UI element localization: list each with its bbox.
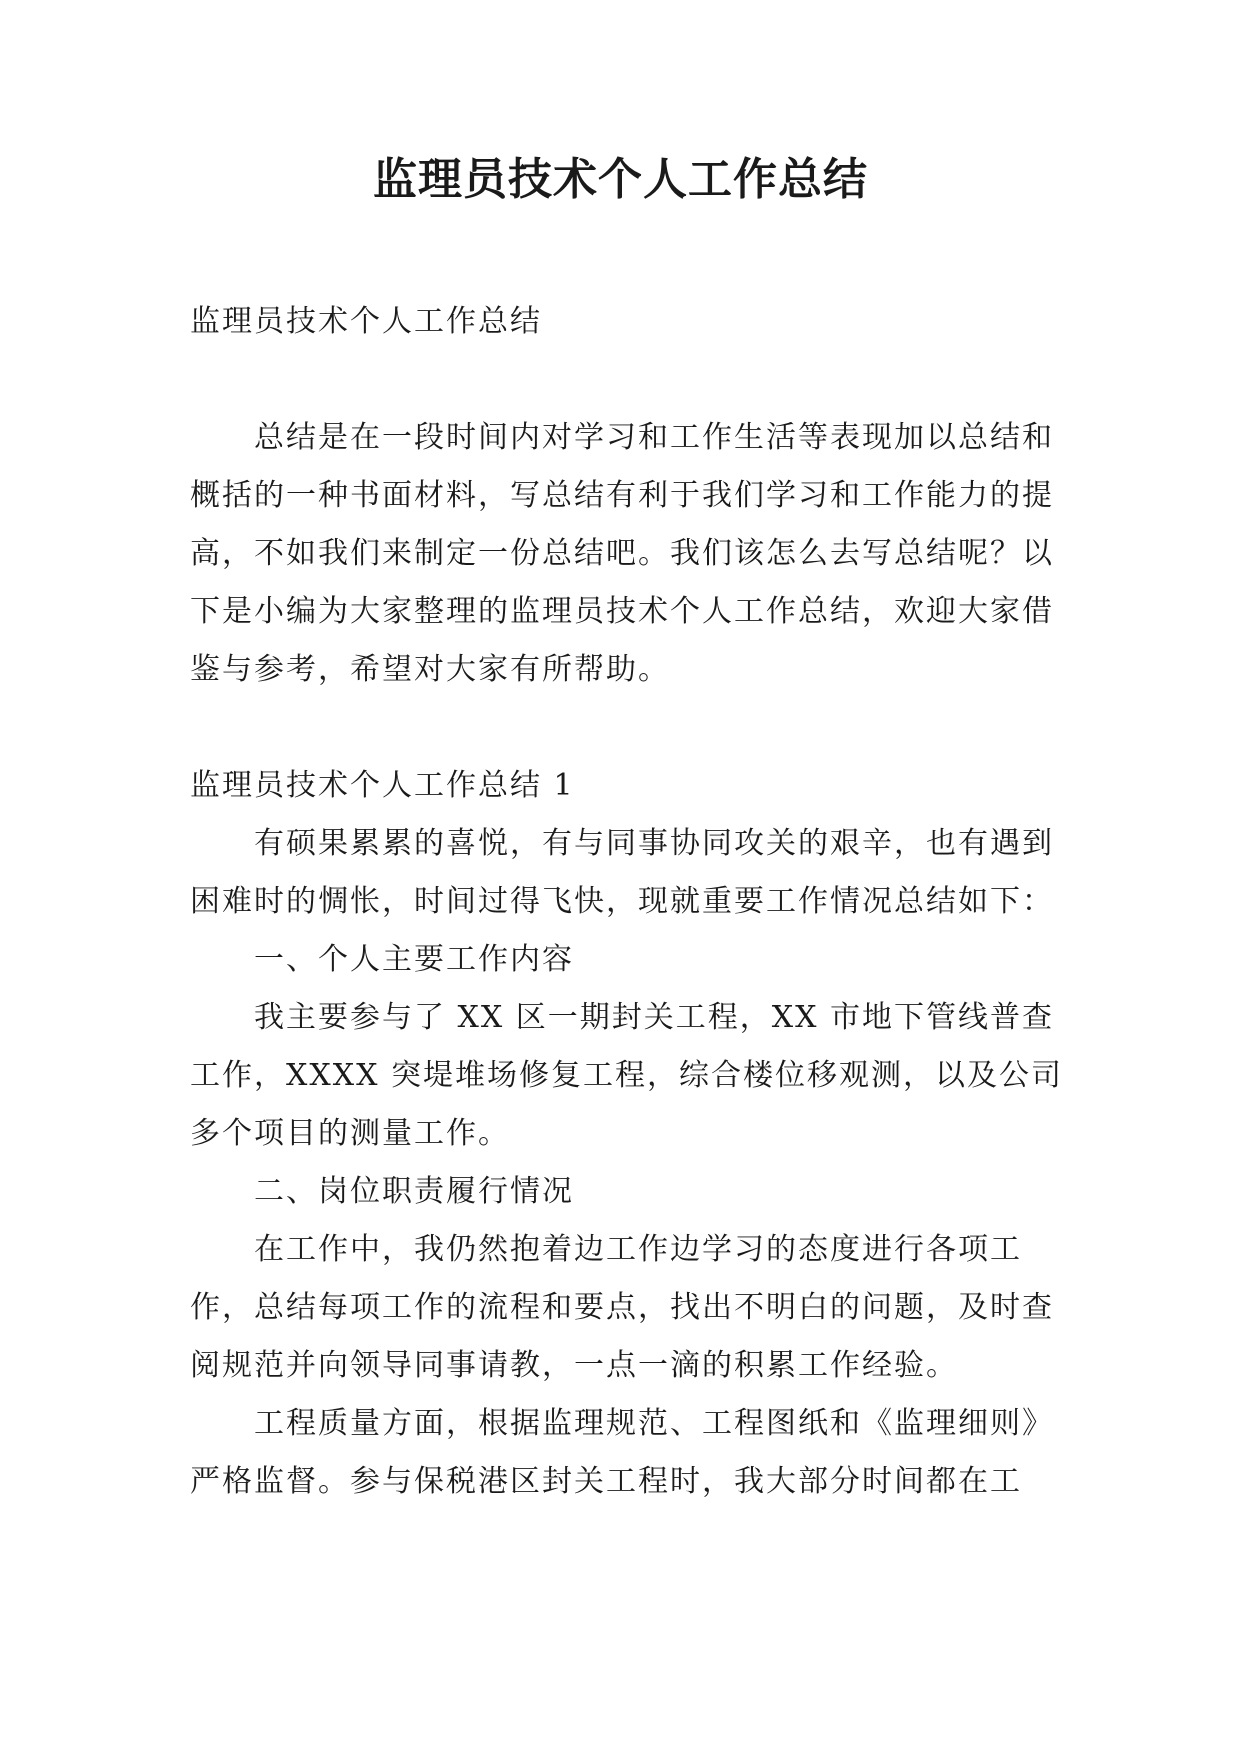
subheading: 二、岗位职责履行情况 xyxy=(254,1174,574,1209)
paragraph: 工程质量方面，根据监理规范、工程图纸和《监理细则》严格监督。参与保税港区封关工程时，我大部分时间都在工 xyxy=(190,1406,1054,1499)
document-body xyxy=(190,293,1070,1511)
document-subtitle: 监理员技术个人工作总结 xyxy=(190,304,542,339)
subheading: 一、个人主要工作内容 xyxy=(254,942,574,977)
spacer xyxy=(190,699,1070,757)
paragraph: 在工作中，我仍然抱着边工作边学习的态度进行各项工作，总结每项工作的流程和要点，找出不明白的问题，及时查阅规范并向领导同事请教，一点一滴的积累工作经验。 xyxy=(190,1232,1054,1383)
section-heading: 监理员技术个人工作总结 1 xyxy=(190,768,575,803)
paragraph: 我主要参与了 XX 区一期封关工程，XX 市地下管线普查工作，XXXX 突堤堆场修复工程，综合楼位移观测，以及公司多个项目的测量工作。 xyxy=(190,1000,1063,1151)
document-title: 监理员技术个人工作总结 xyxy=(373,154,868,205)
intro-paragraph: 总结是在一段时间内对学习和工作生活等表现加以总结和概括的一种书面材料，写总结有利于我们学习和工作能力的提高，不如我们来制定一份总结吧。我们该怎么去写总结呢？以下是小编为大家整理的监理员技术个人工作总结，欢迎大家借鉴与参考，希望对大家有所帮助。 xyxy=(190,420,1054,687)
paragraph: 有硕果累累的喜悦，有与同事协同攻关的艰辛，也有遇到困难时的惆怅，时间过得飞快，现就重要工作情况总结如下： xyxy=(190,826,1054,919)
spacer xyxy=(190,351,1070,409)
